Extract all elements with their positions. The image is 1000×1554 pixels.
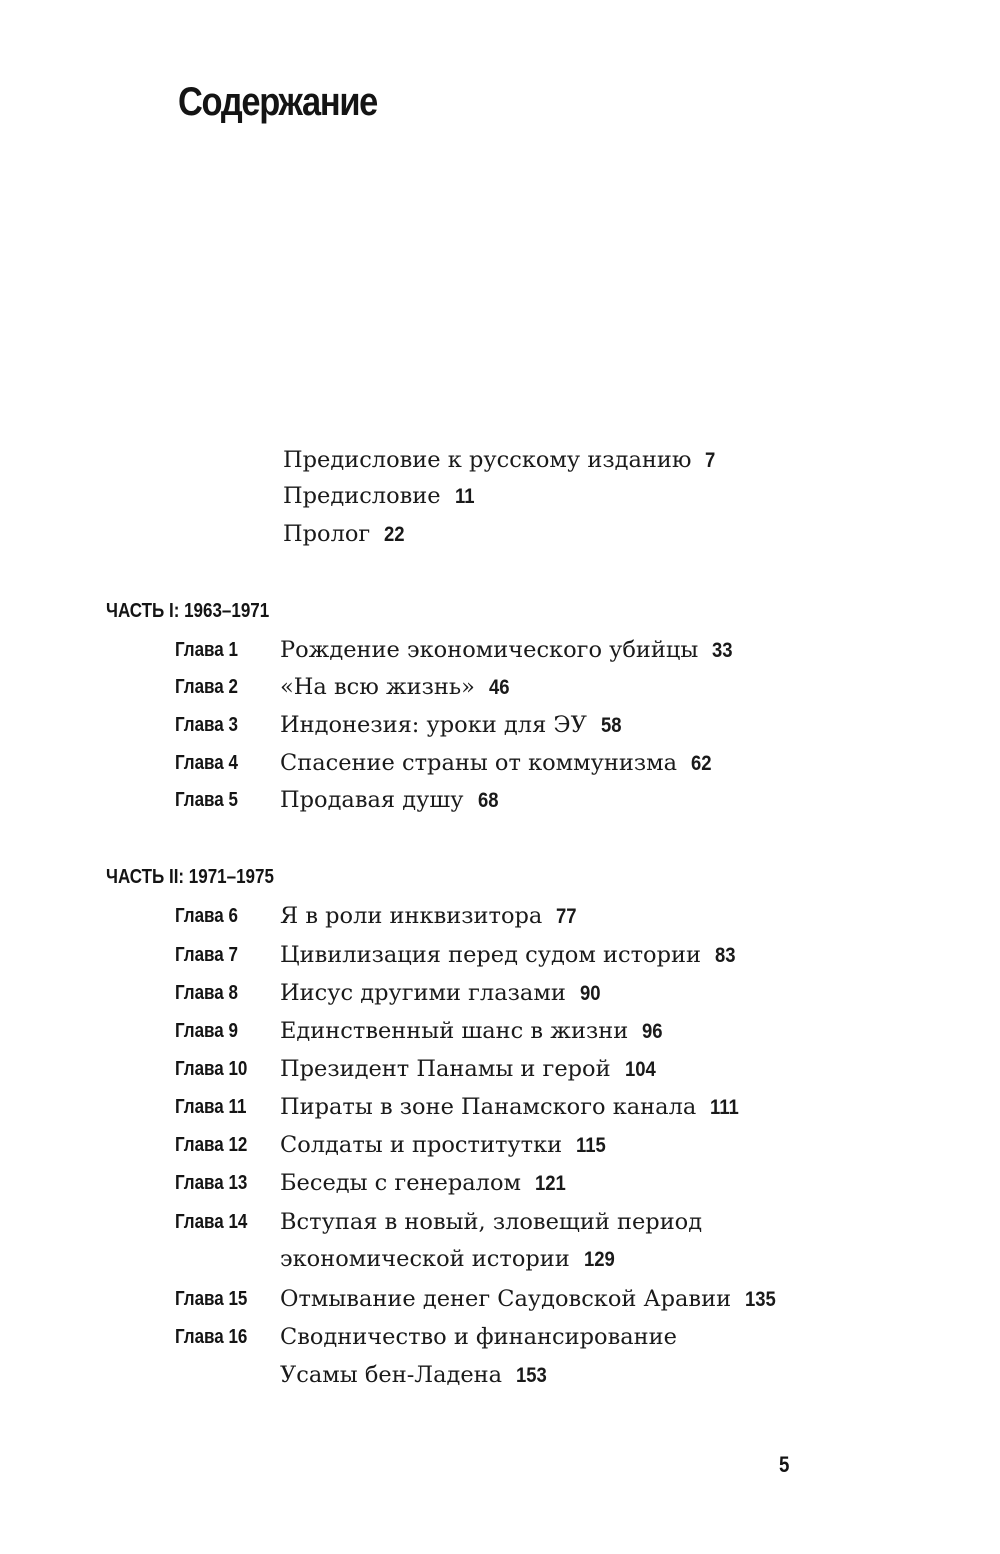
entry-page: 90 [579,982,601,1005]
entry-title: Президент Панамы и герой [280,1056,611,1082]
toc-entry[interactable] [0,441,1000,479]
entry-title: Отмывание денег Саудовской Аравии [280,1286,732,1312]
entry-page: 11 [454,485,475,508]
entry-title-line2: экономической истории [280,1246,570,1272]
entry-title-line2: Усамы бен-Ладена [280,1362,503,1388]
toc-chapter[interactable] [0,974,1000,1012]
entry-page: 22 [384,523,405,546]
toc-chapter[interactable] [0,1126,1000,1164]
entry-page: 58 [600,714,622,737]
toc-chapter[interactable] [0,1280,1000,1318]
entry-title: Рождение экономического убийцы [280,637,699,663]
entry-title: Предисловие к русскому изданию [283,447,692,473]
entry-page: 96 [642,1020,663,1043]
entry-title: Беседы с генералом [280,1170,522,1196]
chapter-label: Глава 11 [175,1096,247,1118]
toc-chapter[interactable] [0,1203,1000,1241]
entry-title: «На всю жизнь» [280,674,475,700]
entry-title: Цивилизация перед судом истории [280,942,701,968]
entry-title: Пролог [283,521,371,547]
entry-title: Пираты в зоне Панамского канала [280,1094,697,1120]
entry-page: 62 [691,752,712,775]
toc-chapter[interactable] [0,706,1000,744]
toc-chapter[interactable] [0,1088,1000,1126]
toc-chapter-continuation[interactable] [0,1356,1000,1394]
entry-title: Сводничество и финансирование [280,1324,677,1350]
toc-chapter[interactable] [0,936,1000,974]
toc-chapter[interactable] [0,668,1000,706]
chapter-label: Глава 13 [175,1172,248,1194]
chapter-label: Глава 3 [175,714,238,736]
entry-title: Солдаты и проститутки [280,1132,563,1158]
chapter-label: Глава 2 [175,676,238,698]
toc-chapter[interactable] [0,1012,1000,1050]
toc-chapter[interactable] [0,781,1000,819]
chapter-label: Глава 6 [175,905,238,927]
entry-page: 83 [715,944,736,967]
toc-chapter[interactable] [0,897,1000,935]
entry-page: 121 [535,1172,566,1195]
entry-title: Я в роли инквизитора [280,903,543,929]
chapter-label: Глава 5 [175,789,238,811]
entry-page: 46 [488,676,510,699]
entry-page: 68 [477,789,499,812]
entry-title: Единственный шанс в жизни [280,1018,629,1044]
entry-title: Вступая в новый, зловещий период [280,1209,703,1235]
entry-title: Иисус другими глазами [280,980,566,1006]
entry-page: 7 [705,449,716,472]
chapter-label: Глава 8 [175,982,238,1004]
chapter-label: Глава 1 [175,639,238,661]
chapter-label: Глава 15 [175,1288,248,1310]
page-number: 5 [779,1452,790,1477]
toc-chapter-continuation[interactable] [0,1240,1000,1278]
entry-title: Индонезия: уроки для ЭУ [280,712,587,738]
toc-chapter[interactable] [0,744,1000,782]
toc-chapter[interactable] [0,1050,1000,1088]
chapter-label: Глава 9 [175,1020,238,1042]
toc-entry[interactable] [0,515,1000,553]
entry-page: 135 [745,1288,776,1311]
chapter-label: Глава 10 [175,1058,248,1080]
chapter-label: Глава 16 [175,1326,248,1348]
entry-page: 33 [712,639,733,662]
toc-entry[interactable] [0,477,1000,515]
part-heading: ЧАСТЬ II: 1971–1975 [106,866,274,888]
entry-title: Предисловие [283,483,441,509]
entry-page: 153 [516,1364,547,1387]
entry-page: 111 [710,1096,740,1119]
toc-chapter[interactable] [0,631,1000,669]
page-title: Содержание [178,80,378,124]
toc-chapter[interactable] [0,1318,1000,1356]
entry-page: 129 [583,1248,615,1271]
entry-page: 104 [624,1058,656,1081]
chapter-label: Глава 4 [175,752,238,774]
chapter-label: Глава 12 [175,1134,248,1156]
entry-page: 77 [556,905,577,928]
entry-page: 115 [576,1134,606,1157]
chapter-label: Глава 14 [175,1211,248,1233]
toc-chapter[interactable] [0,1164,1000,1202]
chapter-label: Глава 7 [175,944,238,966]
entry-title: Продавая душу [280,787,464,813]
entry-title: Спасение страны от коммунизма [280,750,678,776]
part-heading: ЧАСТЬ I: 1963–1971 [106,600,270,622]
